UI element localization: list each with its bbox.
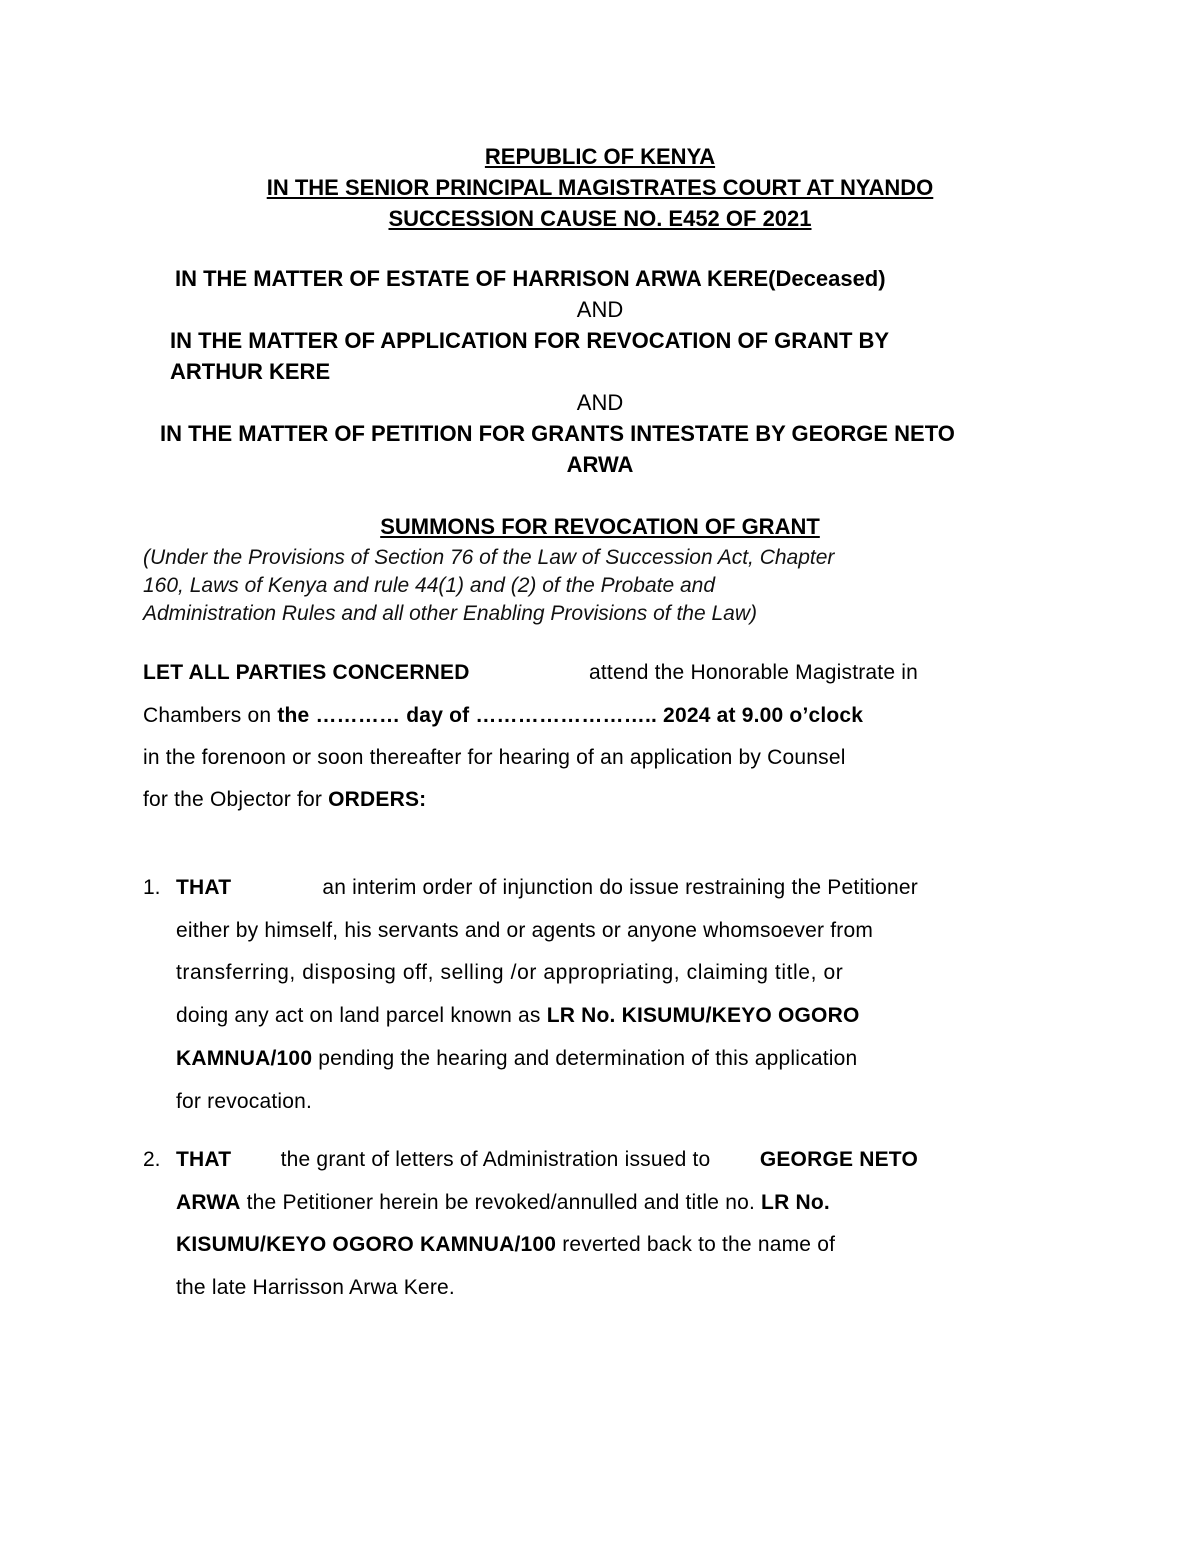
order-2-line-3 (176, 1231, 835, 1259)
summons-title: SUMMONS FOR REVOCATION OF GRANT (380, 514, 820, 539)
order-1-line-1 (176, 874, 918, 902)
matter-petition-line1: IN THE MATTER OF PETITION FOR GRANTS INTESTATE BY GEORGE NETO (160, 421, 955, 446)
intro-line-1 (143, 659, 918, 687)
header-court: IN THE SENIOR PRINCIPAL MAGISTRATES COURT AT NYANDO (266, 175, 934, 200)
summons-provisions-line1: (Under the Provisions of Section 76 of the Law of Succession Act, Chapter (143, 546, 835, 569)
order-2-line-1 (176, 1146, 918, 1174)
matter-application-line1: IN THE MATTER OF APPLICATION FOR REVOCATION OF GRANT BY (170, 328, 890, 353)
intro-chambers-on: Chambers on (143, 704, 272, 727)
order-1-line-5 (176, 1045, 857, 1073)
matter-and-1: AND (576, 297, 624, 322)
intro-orders-label: ORDERS: (328, 788, 427, 811)
order-2-petitioner-name: GEORGE NETO (759, 1148, 918, 1171)
order-1-text-4: doing any act on land parcel known as (176, 1004, 541, 1027)
order-2-text-2: the Petitioner herein be revoked/annulled and title no. (246, 1191, 755, 1214)
order-1-number: 1. (143, 876, 161, 899)
summons-provisions-line2: 160, Laws of Kenya and rule 44(1) and (2) of the Probate and (143, 574, 716, 597)
intro-objector-text: for the Objector for (143, 788, 323, 811)
order-1-text-1: an interim order of injunction do issue restraining the Petitioner (322, 876, 918, 899)
order-1-line-6: for revocation. (176, 1090, 313, 1113)
order-1-land-parcel: LR No. KISUMU/KEYO OGORO (546, 1004, 860, 1027)
matter-and-2: AND (576, 390, 624, 415)
order-1-line-4 (176, 1002, 860, 1030)
order-1-land-parcel-cont: KAMNUA/100 (176, 1047, 313, 1070)
intro-attend-text: attend the Honorable Magistrate in (589, 661, 918, 684)
intro-line-3: in the forenoon or soon thereafter for hearing of an application by Counsel (143, 746, 846, 769)
intro-line-4 (143, 786, 426, 814)
order-2-land-parcel: KISUMU/KEYO OGORO KAMNUA/100 (176, 1233, 557, 1256)
order-1-that: THAT (176, 876, 232, 899)
intro-hearing-date: the ………… day of …………………….. 2024 at 9.00 o’clock (277, 704, 864, 727)
order-2-lr-no: LR No. (761, 1191, 830, 1214)
order-1-line-2: either by himself, his servants and or agents or anyone whomsoever from (176, 919, 874, 942)
order-2-that: THAT (176, 1148, 232, 1171)
header-cause-number: SUCCESSION CAUSE NO. E452 OF 2021 (388, 206, 812, 231)
order-1-text-5: pending the hearing and determination of this application (318, 1047, 858, 1070)
order-2-line-2 (176, 1189, 830, 1217)
intro-line-2 (143, 702, 863, 730)
summons-provisions-line3: Administration Rules and all other Enabling Provisions of the Law) (143, 602, 757, 625)
intro-parties-concerned: LET ALL PARTIES CONCERNED (143, 661, 470, 684)
matter-estate: IN THE MATTER OF ESTATE OF HARRISON ARWA KERE(Deceased) (175, 266, 886, 291)
order-2-number: 2. (143, 1148, 161, 1171)
header-republic: REPUBLIC OF KENYA (484, 144, 716, 169)
matter-petition-line2: ARWA (566, 452, 634, 477)
order-2-text-1: the grant of letters of Administration issued to (280, 1148, 711, 1171)
order-2-petitioner-name-cont: ARWA (176, 1191, 241, 1214)
order-2-text-3: reverted back to the name of (562, 1233, 836, 1256)
order-1-line-3: transferring, disposing off, selling /or appropriating, claiming title, or (176, 961, 844, 984)
order-2-line-4: the late Harrisson Arwa Kere. (176, 1276, 455, 1299)
matter-application-line2: ARTHUR KERE (170, 359, 331, 384)
